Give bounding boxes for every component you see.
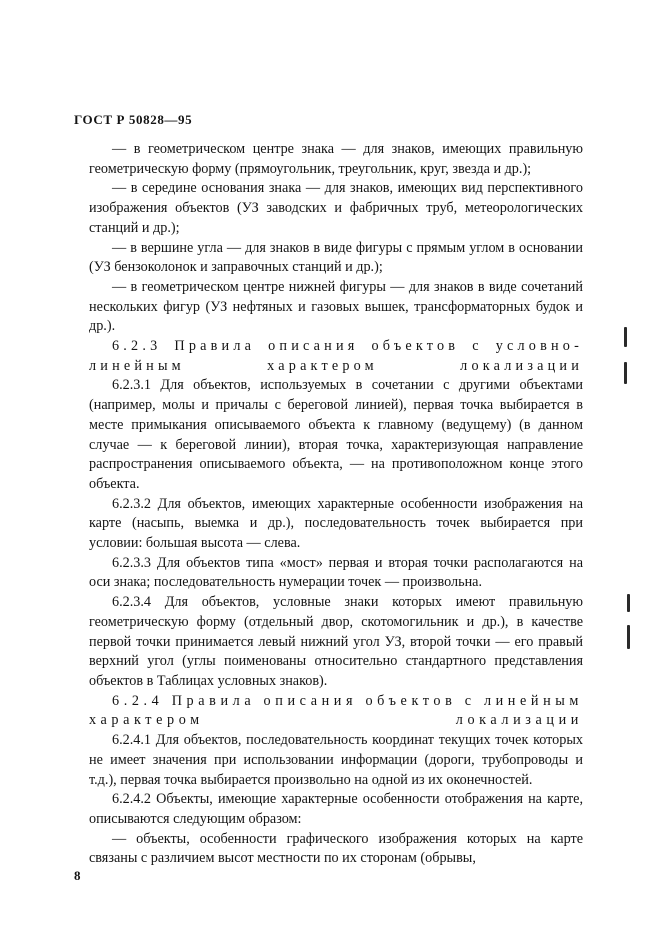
- section-heading-6-2-4: 6.2.4 Правила описания объектов с линейным характером локализации: [89, 692, 583, 729]
- paragraph-bullet-lower-figure: — в геометрическом центре нижней фигуры — для знаков в виде сочетаний нескольких фигур (УЗ нефтяных и газовых вышек, трансформаторных будок и др.).: [89, 278, 583, 335]
- section-heading-6-2-3: 6.2.3 Правила описания объектов с условно-линейным характером локализации: [89, 338, 583, 374]
- paragraph-6-2-3-2: 6.2.3.2 Для объектов, имеющих характерные особенности изображения на карте (насыпь, выемка и др.), последовательность точек выбирается при условии: большая высота — слева.: [89, 495, 583, 552]
- paragraph-6-2-3-3: 6.2.3.3 Для объектов типа «мост» первая и вторая точки располагаются на оси знака; последовательность нумерации точек — произвольна.: [89, 554, 583, 591]
- paragraph-bullet-base-middle: — в середине основания знака — для знаков, имеющих вид перспективного изображения объектов (УЗ заводских и фабричных труб, метеорологических станций и др.);: [89, 180, 583, 236]
- paragraph-6-2-4-2: 6.2.4.2 Объекты, имеющие характерные особенности отображения на карте, описываются следующим образом:: [89, 791, 583, 827]
- paragraph-6-2-3-1: 6.2.3.1 Для объектов, используемых в сочетании с другими объектами (например, молы и причалы с береговой линией), первая точка выбирается в месте примыкания описываемого объекта к главному (ведущему) (в данном случае — к береговой линии), вторая точка, характеризующая направление распространения описываемого объекта, — на противоположном конце этого объекта.: [89, 377, 583, 492]
- paragraph-bullet-geometric-center: — в геометрическом центре знака — для знаков, имеющих правильную геометрическую форму (прямоугольник, треугольник, круг, звезда и др.);: [89, 141, 583, 177]
- paragraph-6-2-3-4: 6.2.3.4 Для объектов, условные знаки которых имеют правильную геометрическую форму (отдельный двор, скотомогильник и др.), в качестве первой точки принимается левый нижний угол УЗ, второй точки — его правый верхний угол (углы поименованы относительно стандартного представления объектов в Таблицах условных знаков).: [89, 594, 583, 689]
- revision-mark: [627, 594, 630, 612]
- paragraph-bullet-objects-heights: — объекты, особенности графического изображения которых на карте связаны с различием высот местности по их сторонам (обрывы,: [89, 830, 583, 867]
- page-number: 8: [74, 868, 81, 883]
- document-header: ГОСТ Р 50828—95: [74, 112, 193, 127]
- revision-mark: [624, 362, 627, 384]
- document-body: [89, 140, 583, 869]
- paragraph-6-2-4-1: 6.2.4.1 Для объектов, последовательность координат текущих точек которых не имеет значения при использовании информации (дороги, трубопроводы и т.д.), первая точка выбирается произвольно на одной из их оконечностей.: [89, 732, 583, 788]
- revision-mark: [624, 327, 627, 347]
- paragraph-bullet-angle-vertex: — в вершине угла — для знаков в виде фигуры с прямым углом в основании (УЗ бензоколонок и заправочных станций и др.);: [89, 239, 583, 276]
- revision-mark: [627, 625, 630, 649]
